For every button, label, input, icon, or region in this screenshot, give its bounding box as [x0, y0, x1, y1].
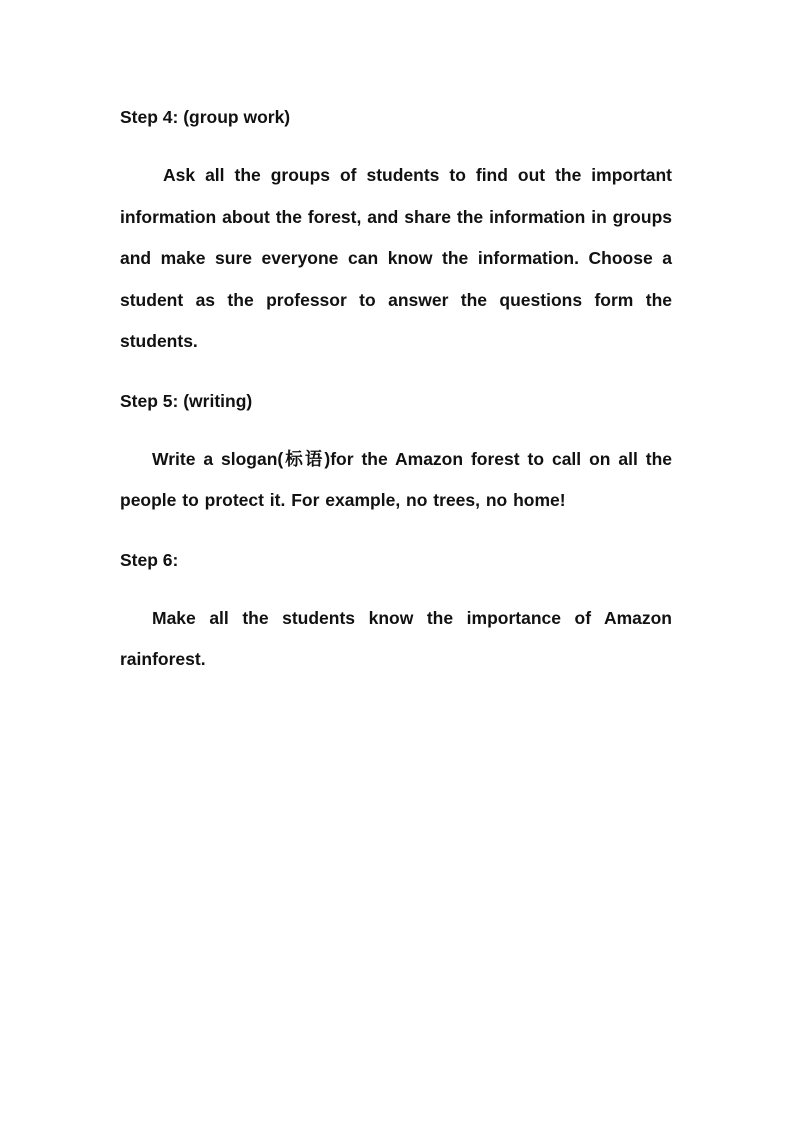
document-body [120, 100, 672, 681]
spacer [120, 134, 672, 155]
section-heading-step-4: Step 4: (group work) [120, 107, 291, 127]
section-paragraph-step-6: Make all the students know the importance of Amazon rainforest. [120, 607, 672, 669]
spacer [120, 522, 672, 543]
spacer [120, 363, 672, 384]
spacer [120, 577, 672, 598]
section-heading-step-5: Step 5: (writing) [120, 390, 253, 411]
section-heading-step-6: Step 6: [120, 549, 179, 570]
section-paragraph-step-4: Ask all the groups of students to find out the important information about the forest, and share the information in groups and make sure everyone can know the information. Choose a student as the professor to answer the questions form the students. [120, 165, 672, 351]
spacer [120, 418, 672, 439]
section-paragraph-step-5: Write a slogan(标语)for the Amazon forest to call on all the people to protect it. For example, no trees, no home! [120, 448, 672, 510]
